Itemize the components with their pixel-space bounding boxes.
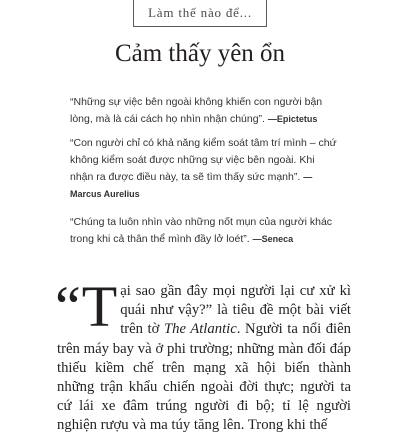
section-header — [133, 0, 267, 27]
quote-epictetus — [70, 94, 338, 128]
quote-text: “Chúng ta luôn nhìn vào những nốt mụn của người khác trong khi cả thân thể mình đầy lở loét”. — [70, 216, 333, 245]
quote-text: “Những sự việc bên ngoài không khiến con người bận lòng, mà là cái cách họ nhìn nhận chúng”. — [70, 96, 323, 125]
body-text-part2: . Người ta nổi điên trên máy bay và ở phi trường; những màn đối đáp thiếu kiềm chế trên mạng xã hội biến thành những trận khẩu chiến ngoài đời thực; người ta cứ lái xe đâm trúng người đi bộ; tỉ lệ người nghiện rượu và ma túy tăng lên. Trong khi thế — [57, 321, 351, 434]
body-text-part1: ại sao gần đây mọi người lại cư xử kì quái như vậy?” là tiêu đề một bài viết trên tờ — [120, 283, 351, 338]
quote-source: —Marcus Aurelius — [70, 172, 313, 199]
body-paragraph — [55, 274, 351, 436]
quote-text: “Con người chỉ có khả năng kiểm soát tâm trí mình – chứ không kiểm soát được những sự việc bên ngoài. Khi nhận ra được điều này, ta sẽ tìm thấy sức mạnh”. — [70, 137, 337, 183]
chapter-title: Cảm thấy yên ổn — [114, 40, 286, 67]
quote-marcus-aurelius — [70, 135, 338, 203]
publication-name: The Atlantic — [163, 321, 237, 338]
quote-source: —Epictetus — [267, 114, 318, 124]
section-header-label: Làm thế nào để... — [148, 5, 252, 20]
dropcap-letter: T — [81, 274, 118, 339]
quote-seneca — [70, 214, 338, 248]
dropcap-quote-mark: “ — [55, 274, 81, 339]
quote-source: —Seneca — [252, 234, 294, 244]
